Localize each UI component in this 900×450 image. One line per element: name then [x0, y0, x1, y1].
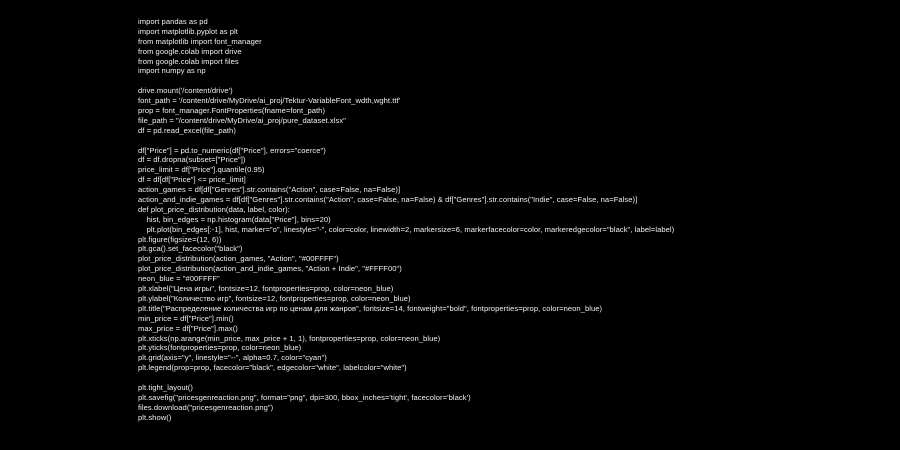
code-line: plt.gca().set_facecolor("black") — [138, 244, 243, 254]
code-line: file_path = "/content/drive/MyDrive/ai_proj/pure_dataset.xlsx" — [138, 115, 346, 125]
code-line: drive.mount('/content/drive') — [138, 86, 233, 96]
code-line: plt.tight_layout() — [138, 382, 193, 392]
code-line: plt.legend(prop=prop, facecolor="black", edgecolor="white", labelcolor="white") — [138, 363, 407, 373]
code-line: plt.yticks(fontproperties=prop, color=neon_blue) — [138, 343, 302, 353]
code-line: max_price = df["Price"].max() — [138, 323, 238, 333]
code-line: plt.show() — [138, 412, 172, 422]
code-block — [138, 17, 674, 423]
code-line: plt.plot(bin_edges[:-1], hist, marker="o", linestyle="-", color=color, linewidth=2, markersize=6, markerfacecolor=color, markeredgecolor="black", label=label) — [138, 224, 675, 234]
code-line: df["Price"] = pd.to_numeric(df["Price"], errors="coerce") — [138, 145, 326, 155]
code-line: import pandas as pd — [138, 17, 208, 26]
code-line: hist, bin_edges = np.histogram(data["Price"], bins=20) — [138, 214, 331, 224]
code-line: plt.savefig("pricesgenreaction.png", format="png", dpi=300, bbox_inches='tight', facecolor='black') — [138, 392, 471, 402]
code-line: from matplotlib import font_manager — [138, 36, 262, 46]
code-line: import matplotlib.pyplot as plt — [138, 26, 238, 36]
code-line — [138, 136, 674, 146]
code-line: from google.colab import drive — [138, 46, 242, 56]
code-line: plt.ylabel("Количество игр", fontsize=12, fontproperties=prop, color=neon_blue) — [138, 293, 411, 303]
code-line: plt.grid(axis="y", linestyle="--", alpha=0.7, color="cyan") — [138, 353, 327, 363]
code-line: action_and_indie_games = df[df["Genres"].str.contains("Action", case=False, na=False) & df["Genres"].str.contains("Indie", case=False, na=False)] — [138, 195, 638, 205]
code-line: plt.title("Распределение количества игр по ценам для жанров", fontsize=14, fontweight="bold", fontproperties=prop, color=neon_blue) — [138, 303, 603, 313]
code-line: df = df[df["Price"] <= price_limit] — [138, 175, 246, 185]
code-line: neon_blue = "#00FFFF" — [138, 274, 220, 284]
code-line: plt.figure(figsize=(12, 6)) — [138, 234, 222, 244]
code-line: df = df.dropna(subset=["Price"]) — [138, 155, 246, 165]
code-line: df = pd.read_excel(file_path) — [138, 125, 236, 135]
code-line: def plot_price_distribution(data, label, color): — [138, 204, 290, 214]
code-line: price_limit = df["Price"].quantile(0.95) — [138, 165, 265, 175]
code-line: plt.xlabel("Цена игры", fontsize=12, fontproperties=prop, color=neon_blue) — [138, 284, 394, 294]
code-line: plt.xticks(np.arange(min_price, max_price + 1, 1), fontproperties=prop, color=neon_blue) — [138, 333, 441, 343]
code-line: min_price = df["Price"].min() — [138, 313, 234, 323]
code-line: action_games = df[df["Genres"].str.contains("Action", case=False, na=False)] — [138, 185, 401, 195]
code-line — [138, 373, 674, 383]
code-line: files.download("pricesgenreaction.png") — [138, 402, 274, 412]
code-line: prop = font_manager.FontProperties(fname=font_path) — [138, 106, 326, 116]
code-line: import numpy as np — [138, 66, 206, 76]
code-line: plot_price_distribution(action_and_indie_games, "Action + Indie", "#FFFF00") — [138, 264, 402, 274]
code-line: plot_price_distribution(action_games, "Action", "#00FFFF") — [138, 254, 339, 264]
code-line — [138, 76, 674, 86]
code-line: font_path = '/content/drive/MyDrive/ai_proj/Tektur-VariableFont_wdth,wght.ttf' — [138, 96, 401, 106]
code-line: from google.colab import files — [138, 56, 239, 66]
